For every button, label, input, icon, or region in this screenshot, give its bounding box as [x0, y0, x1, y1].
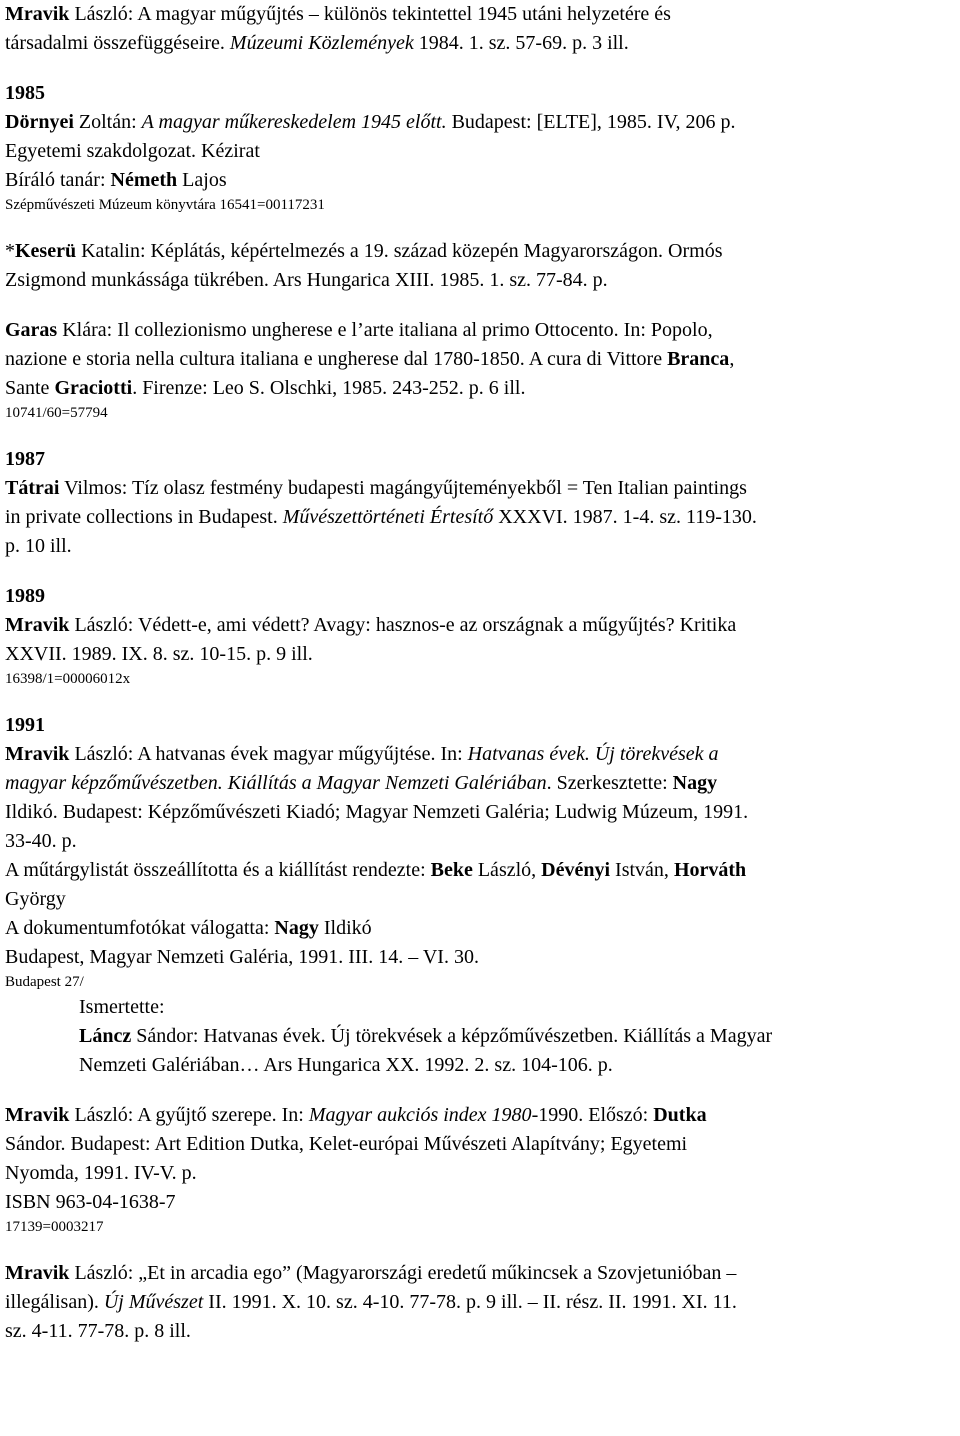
author-surname: Mravik	[5, 1262, 70, 1284]
entry-text: Egyetemi szakdolgozat. Kézirat	[5, 140, 260, 162]
person-surname: Branca	[667, 348, 730, 370]
year-heading: 1989	[5, 585, 45, 607]
author-surname: Mravik	[5, 743, 70, 765]
entry-text: 1984. 1. sz. 57-69. p. 3 ill.	[413, 32, 629, 54]
entry-text: ISBN 963-04-1638-7	[5, 1191, 176, 1213]
entry-line	[5, 166, 955, 195]
person-surname: Nagy	[274, 917, 319, 939]
entry-line	[5, 769, 955, 798]
entry-line	[5, 1259, 955, 1288]
entry-text: László: A gyűjtő szerepe. In:	[69, 1104, 309, 1126]
entry-text: Nemzeti Galériában… Ars Hungarica XX. 1992. 2. sz. 104-106. p.	[79, 1054, 613, 1076]
entry-text: társadalmi összefüggéseire.	[5, 32, 230, 54]
entry-text: Klára: Il collezionismo ungherese e l’arte italiana al primo Ottocento. In: Popolo,	[57, 319, 713, 341]
entry-dornyei-1985	[5, 108, 955, 216]
entry-line	[5, 237, 955, 266]
entry-text: nazione e storia nella cultura italiana e ungherese dal 1780-1850. A cura di Vittore	[5, 348, 668, 370]
entry-text: László: „Et in arcadia ego” (Magyarországi eredetű műkincsek a Szovjetunióban –	[69, 1262, 737, 1284]
person-surname: Horváth	[673, 859, 747, 881]
isbn	[5, 1188, 955, 1217]
entry-line	[5, 856, 955, 885]
entry-garas-1985	[5, 316, 955, 424]
entry-text: A dokumentumfotókat válogatta:	[5, 917, 275, 939]
call-number: 17139=0003217	[5, 1219, 104, 1235]
entry-mravik-1991-gyujto	[5, 1101, 955, 1238]
author-surname: Láncz	[79, 1025, 132, 1047]
entry-text: illegálisan).	[5, 1291, 104, 1313]
entry-text: . Firenze: Leo S. Olschki, 1985. 243-252. p. 6 ill.	[132, 377, 526, 399]
entry-text: István,	[610, 859, 674, 881]
spacer	[5, 216, 955, 237]
entry-line	[5, 266, 955, 295]
entry-line	[5, 503, 955, 532]
journal-title: Művészettörténeti Értesítő	[282, 506, 494, 528]
entry-text: XXVII. 1989. IX. 8. sz. 10-15. p. 9 ill.	[5, 643, 313, 665]
spacer	[5, 1238, 955, 1259]
call-number: Budapest 27/	[5, 974, 84, 990]
book-title: A magyar műkereskedelem 1945 előtt.	[141, 111, 447, 133]
entry-mravik-1991-arcadia	[5, 1259, 955, 1346]
author-surname: Garas	[5, 319, 58, 341]
entry-text: László: Védett-e, ami védett? Avagy: hasznos-e az országnak a műgyűjtés? Kritika	[69, 614, 737, 636]
call-number: Szépművészeti Múzeum könyvtára 16541=00117231	[5, 197, 325, 213]
entry-line	[5, 1130, 955, 1159]
entry-line	[5, 137, 955, 166]
review-label: Ismertette:	[79, 996, 165, 1018]
book-title: Hatvanas évek. Új törekvések a	[467, 743, 719, 765]
entry-line	[5, 374, 955, 403]
entry-line	[5, 474, 955, 503]
author-surname: Dörnyei	[5, 111, 74, 133]
spacer	[5, 561, 955, 582]
author-surname: Mravik	[5, 1104, 70, 1126]
entry-line	[5, 885, 955, 914]
entry-mravik-1989	[5, 611, 955, 690]
spacer	[5, 58, 955, 79]
entry-line	[5, 316, 955, 345]
call-number: 16398/1=00006012x	[5, 671, 131, 687]
entry-text: 33-40. p.	[5, 830, 77, 852]
author-surname: Tátrai	[5, 477, 60, 499]
entry-text: Sándor: Hatvanas évek. Új törekvések a képzőművészetben. Kiállítás a Magyar	[131, 1025, 773, 1047]
entry-line	[5, 943, 955, 972]
year-heading: 1987	[5, 448, 45, 470]
person-surname: Beke	[430, 859, 473, 881]
entry-keseru-1985	[5, 237, 955, 295]
entry-text: in private collections in Budapest.	[5, 506, 283, 528]
entry-mravik-1991-hatvanas	[5, 740, 955, 1080]
author-surname: Mravik	[5, 3, 70, 25]
entry-line	[5, 740, 955, 769]
author-surname: Mravik	[5, 614, 70, 636]
person-surname: Graciotti	[54, 377, 133, 399]
spacer	[5, 424, 955, 445]
entry-text: A műtárgylistát összeállította és a kiállítást rendezte:	[5, 859, 431, 881]
entry-text: . Szerkesztette:	[546, 772, 673, 794]
entry-text: Lajos	[177, 169, 227, 191]
entry-line	[5, 798, 955, 827]
review-line	[5, 1051, 955, 1080]
entry-text: László: A magyar műgyűjtés – különös tekintettel 1945 utáni helyzetére és	[69, 3, 671, 25]
journal-title: Új Művészet	[103, 1291, 204, 1313]
entry-text: ,	[729, 348, 735, 370]
entry-mravik-1984	[5, 0, 955, 58]
person-surname: Nagy	[672, 772, 718, 794]
entry-text: György	[5, 888, 66, 910]
entry-text: p. 10 ill.	[5, 535, 72, 557]
entry-text: Budapest: [ELTE], 1985. IV, 206 p.	[446, 111, 736, 133]
entry-text: sz. 4-11. 77-78. p. 8 ill.	[5, 1320, 191, 1342]
entry-line	[5, 914, 955, 943]
entry-line	[5, 0, 955, 29]
entry-line	[5, 1159, 955, 1188]
entry-line	[5, 611, 955, 640]
entry-text: Zoltán:	[73, 111, 142, 133]
entry-text: Vilmos: Tíz olasz festmény budapesti magángyűjteményekből = Ten Italian paintings	[59, 477, 747, 499]
entry-text: XXXVI. 1987. 1-4. sz. 119-130.	[493, 506, 757, 528]
journal-title: Múzeumi Közlemények	[229, 32, 414, 54]
entry-line	[5, 345, 955, 374]
entry-text: Sante	[5, 377, 55, 399]
year-heading: 1991	[5, 714, 45, 736]
entry-line	[5, 108, 955, 137]
entry-text: Ildikó. Budapest: Képzőművészeti Kiadó; Magyar Nemzeti Galéria; Ludwig Múzeum, 1991.	[5, 801, 749, 823]
entry-text: -1990. Előszó:	[531, 1104, 654, 1126]
entry-line	[5, 1288, 955, 1317]
book-title: Magyar aukciós index 1980	[308, 1104, 532, 1126]
entry-text: II. 1991. X. 10. sz. 4-10. 77-78. p. 9 ill. – II. rész. II. 1991. XI. 11.	[203, 1291, 737, 1313]
entry-text: Sándor. Budapest: Art Edition Dutka, Kelet-európai Művészeti Alapítvány; Egyetemi	[5, 1133, 688, 1155]
entry-text: Ildikó	[318, 917, 372, 939]
entry-line	[5, 29, 955, 58]
entry-line	[5, 827, 955, 856]
year-heading: 1985	[5, 82, 45, 104]
entry-text: Budapest, Magyar Nemzeti Galéria, 1991. III. 14. – VI. 30.	[5, 946, 479, 968]
author-surname: Keserü	[15, 240, 77, 262]
entry-line	[5, 1317, 955, 1346]
spacer	[5, 1080, 955, 1101]
entry-text: Katalin: Képlátás, képértelmezés a 19. század közepén Magyarországon. Ormós	[76, 240, 723, 262]
entry-text: László,	[472, 859, 542, 881]
entry-tatrai-1987	[5, 474, 955, 561]
review-line	[5, 1022, 955, 1051]
call-number: 10741/60=57794	[5, 405, 108, 421]
spacer	[5, 690, 955, 711]
entry-line	[5, 640, 955, 669]
entry-text: *	[5, 240, 15, 262]
person-surname: Dutka	[653, 1104, 707, 1126]
bibliography-page	[5, 0, 955, 1346]
entry-text: László: A hatvanas évek magyar műgyűjtése. In:	[69, 743, 468, 765]
review	[5, 993, 955, 1080]
spacer	[5, 295, 955, 316]
entry-line	[5, 1101, 955, 1130]
entry-text: Nyomda, 1991. IV-V. p.	[5, 1162, 197, 1184]
person-surname: Dévényi	[541, 859, 611, 881]
person-surname: Németh	[110, 169, 178, 191]
entry-text: Zsigmond munkássága tükrében. Ars Hungarica XIII. 1985. 1. sz. 77-84. p.	[5, 269, 608, 291]
entry-line	[5, 532, 955, 561]
entry-text: Bíráló tanár:	[5, 169, 111, 191]
book-title: magyar képzőművészetben. Kiállítás a Magyar Nemzeti Galériában	[5, 772, 547, 794]
